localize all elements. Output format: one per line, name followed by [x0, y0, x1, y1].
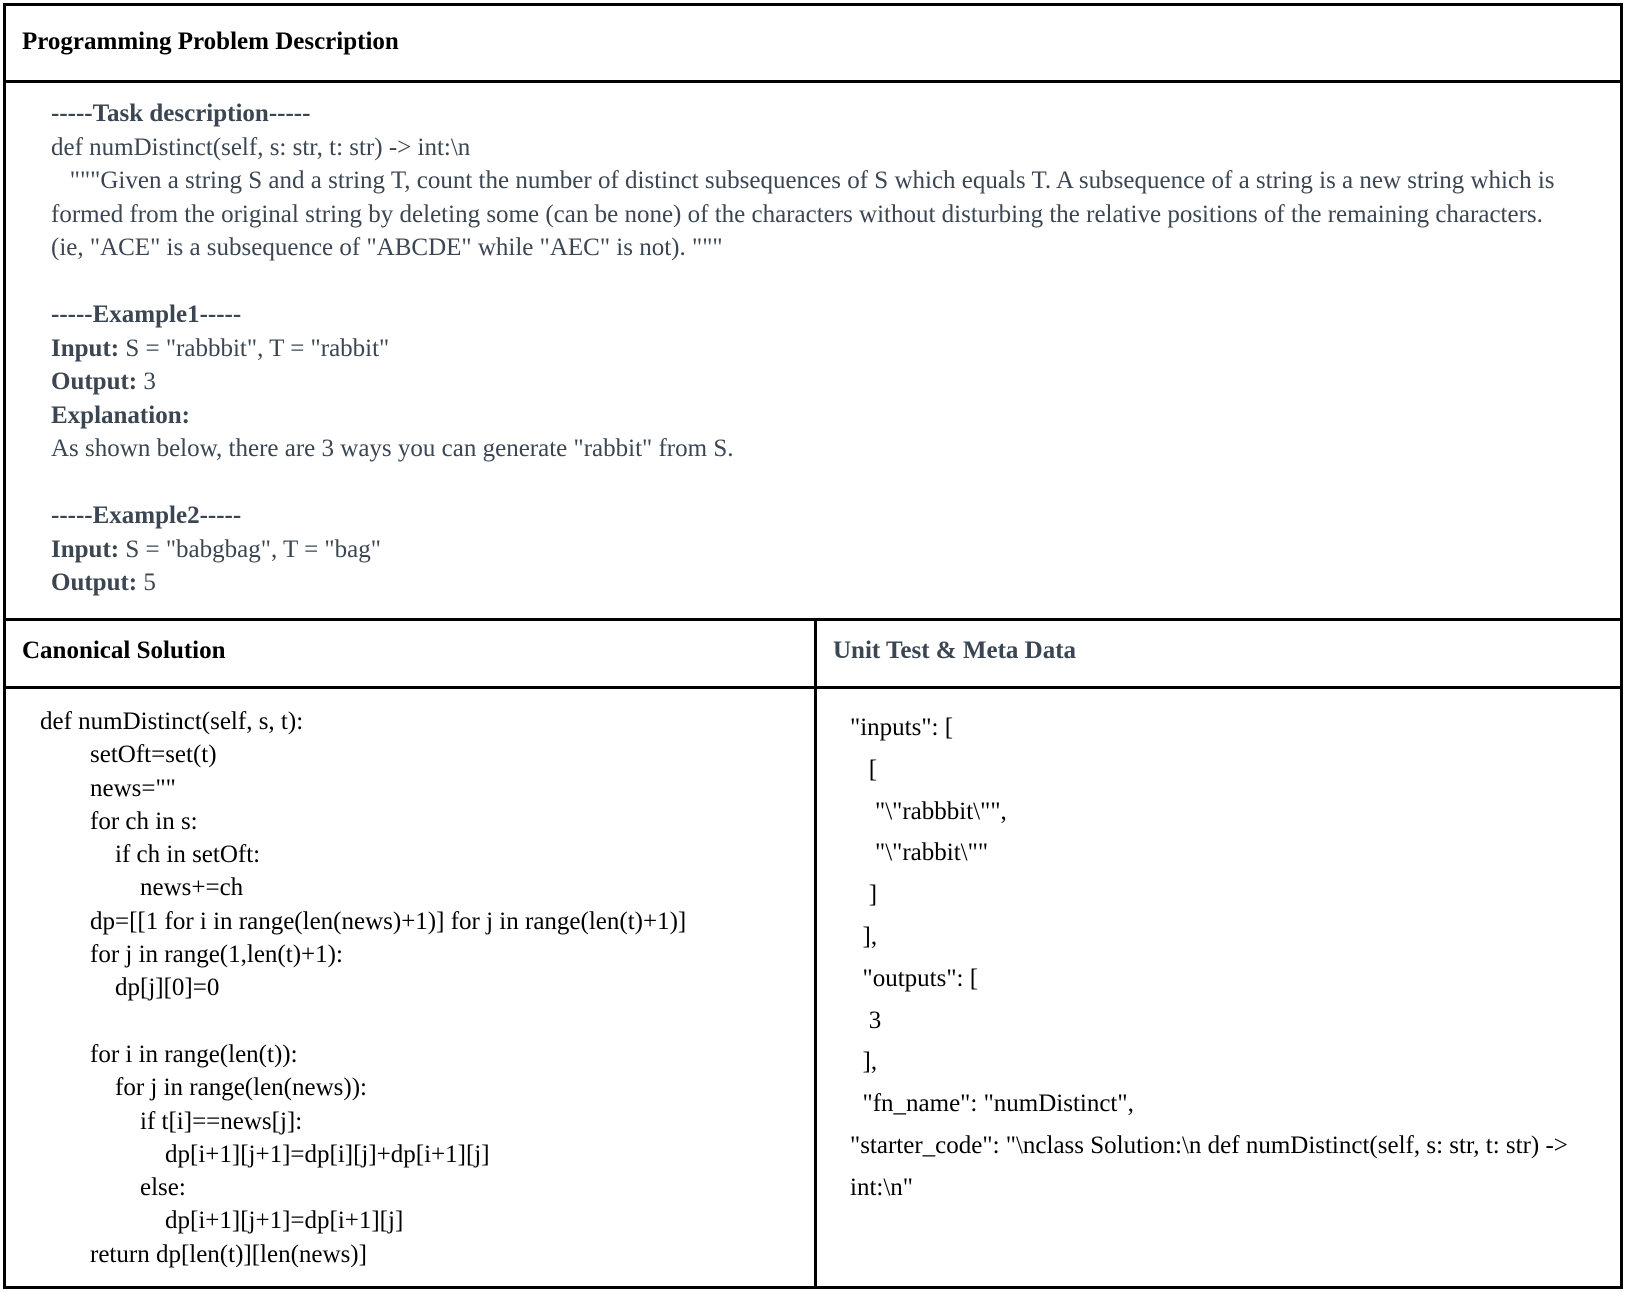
meta-line: "\"rabbit\""	[850, 839, 989, 867]
code-line: def numDistinct(self, s, t):	[40, 708, 304, 735]
problem-description	[6, 83, 1620, 621]
code-line: for j in range(1,len(t)+1):	[40, 941, 343, 969]
solution-code	[40, 705, 686, 1271]
meta-line: [	[850, 755, 878, 783]
example2-input: Input: S = "babgbag", T = "bag"	[51, 535, 381, 563]
problem-header: Programming Problem Description	[6, 6, 1620, 83]
meta-line: ],	[850, 922, 878, 950]
code-line: if ch in setOft:	[40, 841, 261, 869]
meta-line: 3	[850, 1006, 882, 1034]
example2-output: Output: 5	[51, 569, 156, 596]
code-line: dp=[[1 for i in range(len(news)+1)] for j in range(len(t)+1)]	[40, 907, 687, 935]
solution-panel	[6, 621, 817, 1286]
example1-explanation-label: Explanation:	[51, 401, 190, 429]
meta-panel	[817, 621, 1620, 1286]
code-line: setOft=set(t)	[40, 741, 217, 769]
meta-line: "outputs": [	[850, 964, 979, 992]
solution-header: Canonical Solution	[6, 621, 814, 689]
function-signature: def numDistinct(self, s: str, t: str) -> int:\n	[51, 133, 471, 161]
example1-output: Output: 3	[51, 368, 156, 395]
code-line: for i in range(len(t)):	[40, 1040, 298, 1068]
code-line: news+=ch	[40, 874, 244, 902]
code-line: dp[i+1][j+1]=dp[i][j]+dp[i+1][j]	[40, 1140, 490, 1168]
code-line	[40, 1005, 686, 1038]
code-line: for ch in s:	[40, 807, 198, 835]
example1-explanation-text: As shown below, there are 3 ways you can generate "rabbit" from S.	[51, 435, 734, 462]
code-line: for j in range(len(news)):	[40, 1074, 367, 1102]
meta-line: "\"rabbbit\"",	[850, 797, 1007, 825]
meta-line: "fn_name": "numDistinct",	[850, 1090, 1134, 1118]
meta-line: "starter_code": "\nclass Solution:\n def numDistinct(self, s: str, t: str) -> int:\n"	[850, 1131, 1568, 1201]
example1-input: Input: S = "rabbbit", T = "rabbit"	[51, 334, 390, 362]
example2-heading: -----Example2-----	[51, 502, 242, 529]
meta-json	[850, 707, 1590, 1209]
code-line: else:	[40, 1174, 186, 1202]
code-line: dp[j][0]=0	[40, 974, 220, 1002]
code-line: return dp[len(t)][len(news)]	[40, 1240, 367, 1268]
meta-line: "inputs": [	[850, 714, 954, 741]
meta-header: Unit Test & Meta Data	[817, 621, 1620, 689]
code-line: dp[i+1][j+1]=dp[i+1][j]	[40, 1207, 404, 1235]
example1-heading: -----Example1-----	[51, 301, 242, 328]
meta-line: ],	[850, 1048, 878, 1076]
meta-line: ]	[850, 881, 878, 909]
document-table	[3, 3, 1623, 1289]
docstring: """Given a string S and a string T, count the number of distinct subsequences of S which equals T. A subsequence of a string is a new string which is formed from the original string by deleting some (can be none) of the characters without disturbing the relative positions of the remaining characters. (ie, "ACE" is a subsequence of "ABCDE" while "AEC" is not). """	[51, 167, 1555, 261]
task-heading: -----Task description-----	[51, 100, 311, 127]
code-line: if t[i]==news[j]:	[40, 1107, 303, 1135]
code-line: news=""	[40, 774, 176, 802]
